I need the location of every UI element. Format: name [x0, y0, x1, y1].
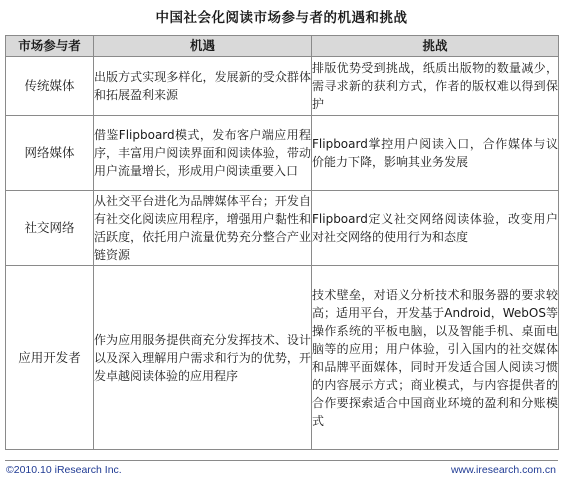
opportunity-cell: 从社交平台进化为品牌媒体平台；开发自有社交化阅读应用程序，增强用户黏性和活跃度，依托用户流量优势充分整合产业链资源 — [94, 191, 312, 266]
website-link[interactable]: www.iresearch.com.cn — [450, 464, 556, 476]
table-row — [6, 57, 559, 116]
table-row — [6, 116, 559, 191]
participant-cell: 应用开发者 — [6, 266, 94, 450]
participant-cell: 社交网络 — [6, 191, 94, 266]
column-header-participant: 市场参与者 — [6, 36, 94, 57]
participant-cell: 网络媒体 — [6, 116, 94, 191]
opportunity-cell: 作为应用服务提供商充分发挥技术、设计以及深入理解用户需求和行为的优势，开发卓越阅读体验的应用程序 — [94, 266, 312, 450]
column-header-challenge: 挑战 — [312, 36, 559, 57]
page-title: 中国社会化阅读市场参与者的机遇和挑战 — [155, 10, 408, 26]
challenge-cell: 技术壁垒，对语义分析技术和服务器的要求较高；适用平台，开发基于Android，WebOS等操作系统的平板电脑，以及智能手机、桌面电脑等的应用；用户体验，引入国内的社交媒体和品牌平面媒体，同时开发适合国人阅读习惯的内容展示方式；商业模式，与内容提供者的合作要探索适合中国商业环境的盈利和分账模式 — [312, 266, 559, 450]
opportunity-cell: 出版方式实现多样化，发展新的受众群体和拓展盈利来源 — [94, 57, 312, 116]
challenge-cell: 排版优势受到挑战，纸质出版物的数量减少，需寻求新的获利方式，作者的版权难以得到保护 — [312, 57, 559, 116]
challenge-cell: Flipboard掌控用户阅读入口，合作媒体与议价能力下降，影响其业务发展 — [312, 116, 559, 191]
participant-cell: 传统媒体 — [6, 57, 94, 116]
copyright-text: ©2010.10 iResearch Inc. — [6, 464, 122, 476]
opportunity-cell: 借鉴Flipboard模式，发布客户端应用程序，丰富用户阅读界面和阅读体验，带动用户流量增长，形成用户阅读重要入口 — [94, 116, 312, 191]
table-header-row — [6, 36, 559, 57]
footer-divider — [5, 460, 558, 461]
column-header-opportunity: 机遇 — [94, 36, 312, 57]
table-row — [6, 266, 559, 450]
challenge-cell: Flipboard定义社交网络阅读体验，改变用户对社交网络的使用行为和态度 — [312, 191, 559, 266]
table-row — [6, 191, 559, 266]
opportunities-challenges-table — [5, 35, 559, 450]
